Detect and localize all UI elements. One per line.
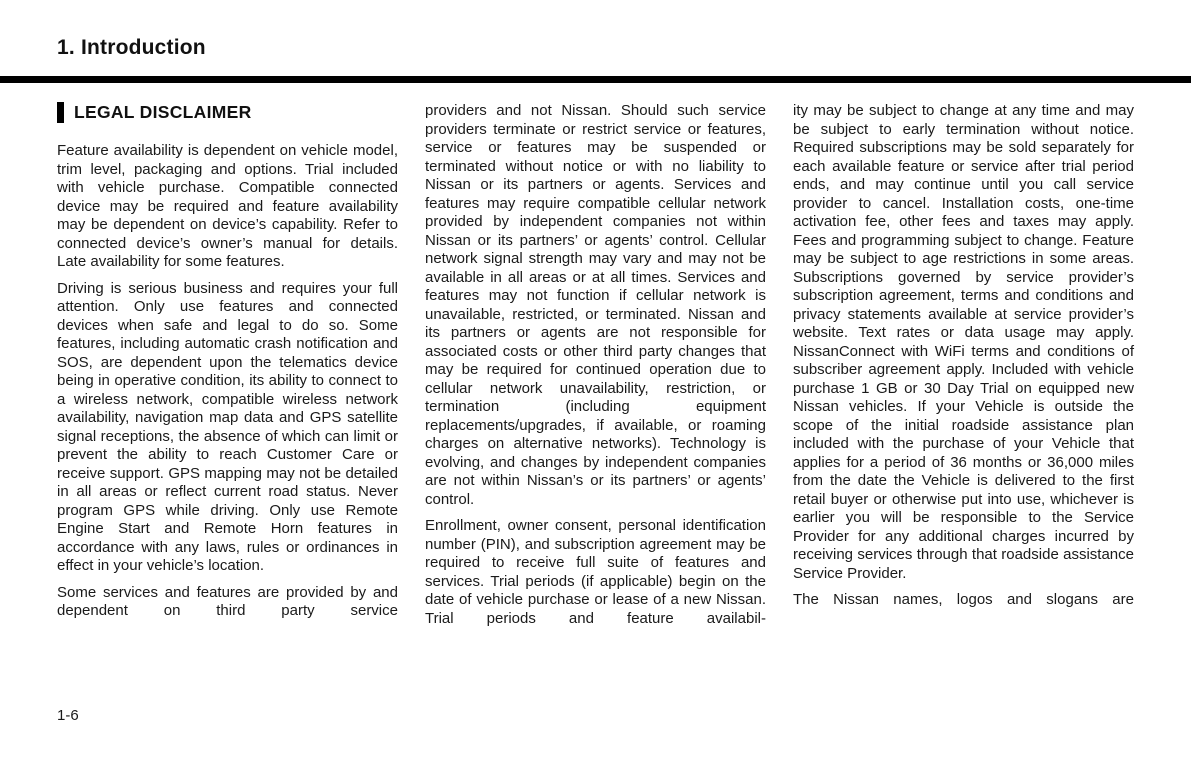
- column-1: [57, 102, 398, 636]
- column-3: [793, 102, 1134, 636]
- section-heading: [57, 102, 398, 123]
- page-footer: [57, 707, 79, 724]
- column-2: [425, 102, 766, 636]
- paragraph-enrollment: Enrollment, owner consent, personal identification number (PIN), and subscription agreement may be required to receive full suite of features and services. Trial periods (if applicable) begin on the date of vehicle purchase or lease of a new Nissan. Trial periods and feature availabil-: [425, 517, 766, 627]
- page-number: 1-6: [57, 707, 79, 724]
- paragraph-trademarks-intro: The Nissan names, logos and slogans are: [793, 591, 1134, 608]
- chapter-title: 1. Introduction: [57, 36, 206, 59]
- chapter-divider-rule: [0, 76, 1191, 83]
- section-heading-text: LEGAL DISCLAIMER: [74, 102, 252, 122]
- heading-accent-bar: [57, 102, 64, 123]
- paragraph-service-providers: providers and not Nissan. Should such service providers terminate or restrict service or features, service or features may be suspended or terminated without notice or with no liability to Nissan or its partners or agents. Services and features may require compatible cellular network provided by independent companies not within Nissan or its partners’ or agents’ control. Cellular network signal strength may vary and may not be available in all areas or at all times. Services and features may not function if cellular network is unavailable, restricted, or terminated. Nissan and its partners or agents are not responsible for associated costs or other third party changes that may be required for continued operation due to cellular network unavailability, restriction, or termination (including equipment replacements/upgrades, if available, or roaming charges on alternative networks). Technology is evolving, and changes by independent companies are not within Nissan’s or its partners’ or agents’ control.: [425, 102, 766, 508]
- chapter-header: [0, 0, 1191, 60]
- content-columns: [0, 83, 1191, 636]
- paragraph-subscriptions: ity may be subject to change at any time and may be subject to early termination without notice. Required subscriptions may be sold separately for each available feature or service after trial period ends, and may continue until you call service provider to cancel. Installation costs, one-time activation fee, other fees and taxes may apply. Fees and programming subject to change. Feature may be subject to age restrictions in some areas. Subscriptions governed by service provider’s subscription agreement, terms and conditions and privacy statements available at service provider’s website. Text rates or data usage may apply. NissanConnect with WiFi terms and conditions of subscriber agreement apply. Included with vehicle purchase 1 GB or 30 Day Trial on equipped new Nissan vehicles. If your Vehicle is outside the scope of the initial roadside assistance plan included with the purchase of your Vehicle that applies for a period of 36 months or 36,000 miles from the date the Vehicle is delivered to the first retail buyer or otherwise put into use, whichever is earlier you will be responsible to the Service Provider for any additional charges incurred by receiving services through that roadside assistance Service Provider.: [793, 102, 1134, 582]
- paragraph-feature-availability: Feature availability is dependent on vehicle model, trim level, packaging and options. Trial included with vehicle purchase. Compatible connected device may be required and feature availability may be dependent on device’s capability. Refer to connected device’s owner’s manual for details. Late availability for some features.: [57, 142, 398, 270]
- paragraph-third-party-intro: Some services and features are provided by and dependent on third party service: [57, 583, 398, 619]
- paragraph-driving-safety: Driving is serious business and requires your full attention. Only use features and connected devices when safe and legal to do so. Some features, including automatic crash notification and SOS, are dependent upon the telematics device being in operative condition, its ability to connect to a wireless network, compatible wireless network availability, navigation map data and GPS satellite signal receptions, the absence of which can limit or prevent the ability to reach Customer Care or receive support. GPS mapping may not be detailed in all areas or reflect current road status. Never program GPS while driving. Only use Remote Engine Start and Remote Horn features in accordance with any laws, rules or ordinances in effect in your vehicle’s location.: [57, 279, 398, 574]
